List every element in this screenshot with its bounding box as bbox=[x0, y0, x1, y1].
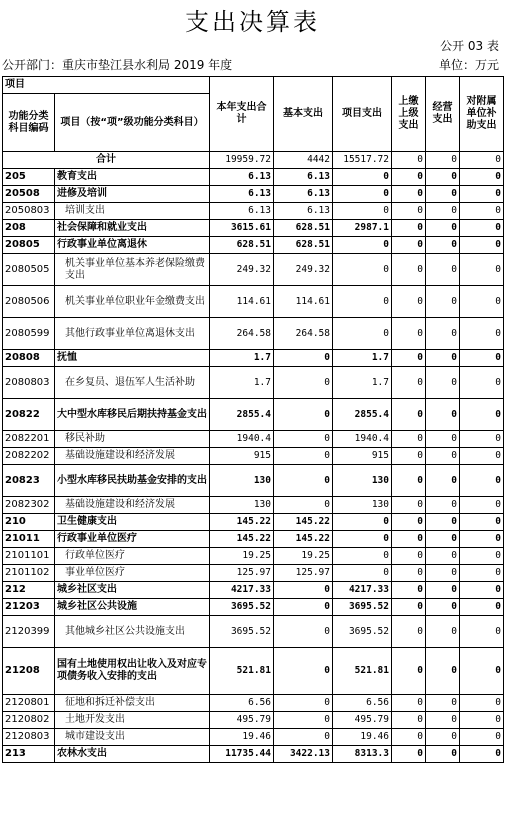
row-code: 2082302 bbox=[3, 497, 55, 514]
row-value: 0 bbox=[426, 220, 460, 237]
header-upper: 上缴上级支出 bbox=[392, 77, 426, 152]
row-value: 8313.3 bbox=[333, 746, 392, 763]
row-value: 0 bbox=[460, 399, 504, 431]
row-name: 大中型水库移民后期扶持基金支出 bbox=[55, 399, 210, 431]
row-value: 0 bbox=[460, 746, 504, 763]
row-value: 0 bbox=[333, 203, 392, 220]
row-value: 521.81 bbox=[333, 648, 392, 695]
row-value: 0 bbox=[460, 465, 504, 497]
row-value: 0 bbox=[460, 286, 504, 318]
row-value: 0 bbox=[274, 648, 333, 695]
row-code: 213 bbox=[3, 746, 55, 763]
row-value: 0 bbox=[426, 286, 460, 318]
row-value: 114.61 bbox=[274, 286, 333, 318]
row-value: 0 bbox=[426, 465, 460, 497]
row-value: 0 bbox=[460, 531, 504, 548]
row-name: 行政事业单位医疗 bbox=[55, 531, 210, 548]
row-value: 0 bbox=[333, 565, 392, 582]
row-value: 628.51 bbox=[274, 220, 333, 237]
row-value: 2855.4 bbox=[210, 399, 274, 431]
row-name: 卫生健康支出 bbox=[55, 514, 210, 531]
row-value: 0 bbox=[274, 729, 333, 746]
row-value: 915 bbox=[210, 448, 274, 465]
table-row bbox=[3, 531, 504, 548]
total-row bbox=[3, 152, 504, 169]
total-cell: 0 bbox=[460, 152, 504, 169]
row-value: 0 bbox=[426, 548, 460, 565]
row-value: 3695.52 bbox=[333, 599, 392, 616]
row-value: 4217.33 bbox=[210, 582, 274, 599]
row-code: 212 bbox=[3, 582, 55, 599]
row-value: 628.51 bbox=[210, 237, 274, 254]
row-value: 19.25 bbox=[210, 548, 274, 565]
row-value: 0 bbox=[460, 431, 504, 448]
header-business: 经营支出 bbox=[426, 77, 460, 152]
row-value: 130 bbox=[333, 497, 392, 514]
row-value: 521.81 bbox=[210, 648, 274, 695]
table-row bbox=[3, 350, 504, 367]
row-value: 0 bbox=[333, 237, 392, 254]
row-value: 0 bbox=[392, 712, 426, 729]
total-cell: 0 bbox=[426, 152, 460, 169]
table-row bbox=[3, 695, 504, 712]
row-value: 0 bbox=[426, 448, 460, 465]
row-value: 1940.4 bbox=[333, 431, 392, 448]
row-value: 0 bbox=[426, 254, 460, 286]
row-value: 0 bbox=[392, 746, 426, 763]
row-value: 0 bbox=[426, 186, 460, 203]
row-code: 21203 bbox=[3, 599, 55, 616]
row-value: 6.13 bbox=[210, 186, 274, 203]
table-row bbox=[3, 318, 504, 350]
row-value: 6.56 bbox=[210, 695, 274, 712]
row-value: 0 bbox=[460, 616, 504, 648]
table-row bbox=[3, 431, 504, 448]
row-value: 0 bbox=[460, 169, 504, 186]
row-value: 0 bbox=[460, 712, 504, 729]
row-value: 6.13 bbox=[274, 169, 333, 186]
row-value: 0 bbox=[426, 318, 460, 350]
row-value: 0 bbox=[392, 318, 426, 350]
row-value: 0 bbox=[392, 203, 426, 220]
header-project: 项目支出 bbox=[333, 77, 392, 152]
table-row bbox=[3, 169, 504, 186]
table-row bbox=[3, 448, 504, 465]
row-value: 0 bbox=[274, 350, 333, 367]
row-code: 2082201 bbox=[3, 431, 55, 448]
row-value: 0 bbox=[392, 514, 426, 531]
row-value: 0 bbox=[333, 318, 392, 350]
row-name: 农林水支出 bbox=[55, 746, 210, 763]
row-value: 145.22 bbox=[274, 514, 333, 531]
row-name: 其他行政事业单位离退休支出 bbox=[55, 318, 210, 350]
row-name: 在乡复员、退伍军人生活补助 bbox=[55, 367, 210, 399]
row-value: 0 bbox=[460, 203, 504, 220]
row-name: 城市建设支出 bbox=[55, 729, 210, 746]
row-value: 0 bbox=[426, 729, 460, 746]
row-value: 19.46 bbox=[210, 729, 274, 746]
row-value: 0 bbox=[274, 582, 333, 599]
row-value: 0 bbox=[392, 367, 426, 399]
department-label: 公开部门：重庆市垫江县水利局 2019 年度 bbox=[2, 58, 233, 72]
row-name: 机关事业单位职业年金缴费支出 bbox=[55, 286, 210, 318]
row-value: 0 bbox=[274, 465, 333, 497]
row-value: 0 bbox=[426, 695, 460, 712]
total-cell: 15517.72 bbox=[333, 152, 392, 169]
row-value: 0 bbox=[274, 497, 333, 514]
row-value: 0 bbox=[426, 203, 460, 220]
header-basic: 基本支出 bbox=[274, 77, 333, 152]
row-value: 0 bbox=[392, 254, 426, 286]
row-code: 20823 bbox=[3, 465, 55, 497]
table-row bbox=[3, 746, 504, 763]
row-value: 0 bbox=[333, 254, 392, 286]
row-code: 2101102 bbox=[3, 565, 55, 582]
row-code: 20808 bbox=[3, 350, 55, 367]
row-value: 3615.61 bbox=[210, 220, 274, 237]
row-value: 0 bbox=[460, 514, 504, 531]
table-row bbox=[3, 582, 504, 599]
row-code: 2080599 bbox=[3, 318, 55, 350]
row-value: 0 bbox=[392, 582, 426, 599]
row-name: 抚恤 bbox=[55, 350, 210, 367]
row-value: 628.51 bbox=[274, 237, 333, 254]
row-value: 4217.33 bbox=[333, 582, 392, 599]
table-row bbox=[3, 367, 504, 399]
row-code: 205 bbox=[3, 169, 55, 186]
row-value: 0 bbox=[392, 186, 426, 203]
table-row bbox=[3, 254, 504, 286]
row-value: 0 bbox=[274, 399, 333, 431]
row-value: 19.46 bbox=[333, 729, 392, 746]
row-value: 1.7 bbox=[210, 367, 274, 399]
table-row bbox=[3, 565, 504, 582]
row-name: 征地和拆迁补偿支出 bbox=[55, 695, 210, 712]
table-row bbox=[3, 465, 504, 497]
row-value: 19.25 bbox=[274, 548, 333, 565]
row-value: 0 bbox=[274, 616, 333, 648]
table-row bbox=[3, 548, 504, 565]
row-value: 114.61 bbox=[210, 286, 274, 318]
row-code: 21208 bbox=[3, 648, 55, 695]
header-code: 功能分类科目编码 bbox=[3, 94, 55, 152]
row-value: 0 bbox=[333, 169, 392, 186]
table-row bbox=[3, 616, 504, 648]
row-code: 21011 bbox=[3, 531, 55, 548]
row-name: 土地开发支出 bbox=[55, 712, 210, 729]
row-value: 0 bbox=[392, 548, 426, 565]
table-row bbox=[3, 237, 504, 254]
row-value: 0 bbox=[460, 648, 504, 695]
row-value: 0 bbox=[392, 350, 426, 367]
row-value: 0 bbox=[392, 431, 426, 448]
row-name: 城乡社区支出 bbox=[55, 582, 210, 599]
row-value: 0 bbox=[426, 616, 460, 648]
row-value: 0 bbox=[426, 599, 460, 616]
row-value: 0 bbox=[274, 695, 333, 712]
row-name: 小型水库移民扶助基金安排的支出 bbox=[55, 465, 210, 497]
header-total: 本年支出合计 bbox=[210, 77, 274, 152]
row-value: 0 bbox=[460, 497, 504, 514]
row-value: 145.22 bbox=[210, 531, 274, 548]
row-value: 249.32 bbox=[210, 254, 274, 286]
table-row bbox=[3, 648, 504, 695]
row-value: 0 bbox=[460, 695, 504, 712]
table-row bbox=[3, 220, 504, 237]
row-code: 2080506 bbox=[3, 286, 55, 318]
row-value: 1.7 bbox=[333, 350, 392, 367]
row-value: 0 bbox=[274, 712, 333, 729]
row-value: 0 bbox=[460, 599, 504, 616]
row-value: 0 bbox=[460, 729, 504, 746]
row-value: 0 bbox=[392, 465, 426, 497]
header-name: 项目（按“项”级功能分类科目） bbox=[55, 94, 210, 152]
row-code: 2120399 bbox=[3, 616, 55, 648]
row-value: 0 bbox=[392, 565, 426, 582]
row-code: 2120802 bbox=[3, 712, 55, 729]
row-value: 0 bbox=[426, 237, 460, 254]
row-value: 0 bbox=[426, 399, 460, 431]
expenditure-table bbox=[2, 76, 504, 763]
table-number: 公开 03 表 bbox=[440, 39, 499, 53]
row-value: 0 bbox=[392, 286, 426, 318]
row-value: 6.13 bbox=[274, 186, 333, 203]
row-name: 机关事业单位基本养老保险缴费支出 bbox=[55, 254, 210, 286]
row-value: 0 bbox=[426, 582, 460, 599]
row-value: 3422.13 bbox=[274, 746, 333, 763]
table-row bbox=[3, 514, 504, 531]
row-code: 2080505 bbox=[3, 254, 55, 286]
row-value: 0 bbox=[333, 531, 392, 548]
row-value: 0 bbox=[392, 237, 426, 254]
table-row bbox=[3, 729, 504, 746]
row-name: 教育支出 bbox=[55, 169, 210, 186]
row-value: 130 bbox=[333, 465, 392, 497]
row-value: 0 bbox=[392, 531, 426, 548]
row-value: 125.97 bbox=[274, 565, 333, 582]
row-value: 0 bbox=[274, 599, 333, 616]
row-value: 2987.1 bbox=[333, 220, 392, 237]
row-value: 0 bbox=[426, 565, 460, 582]
row-value: 0 bbox=[392, 448, 426, 465]
row-code: 2120803 bbox=[3, 729, 55, 746]
row-value: 0 bbox=[426, 367, 460, 399]
row-value: 0 bbox=[274, 448, 333, 465]
row-name: 其他城乡社区公共设施支出 bbox=[55, 616, 210, 648]
row-value: 6.13 bbox=[210, 203, 274, 220]
row-value: 0 bbox=[333, 514, 392, 531]
row-code: 20508 bbox=[3, 186, 55, 203]
row-code: 208 bbox=[3, 220, 55, 237]
row-code: 2082202 bbox=[3, 448, 55, 465]
row-value: 0 bbox=[460, 318, 504, 350]
row-value: 0 bbox=[426, 431, 460, 448]
row-value: 0 bbox=[460, 350, 504, 367]
row-code: 2080803 bbox=[3, 367, 55, 399]
row-value: 0 bbox=[426, 746, 460, 763]
row-value: 0 bbox=[392, 497, 426, 514]
row-value: 0 bbox=[426, 497, 460, 514]
row-value: 0 bbox=[392, 399, 426, 431]
row-value: 0 bbox=[392, 648, 426, 695]
row-value: 0 bbox=[333, 286, 392, 318]
row-value: 0 bbox=[274, 367, 333, 399]
row-code: 2050803 bbox=[3, 203, 55, 220]
row-value: 3695.52 bbox=[210, 616, 274, 648]
row-value: 0 bbox=[460, 237, 504, 254]
row-value: 0 bbox=[426, 712, 460, 729]
row-value: 0 bbox=[460, 220, 504, 237]
dept-line bbox=[2, 57, 503, 73]
unit-label: 单位：万元 bbox=[438, 58, 499, 72]
table-row bbox=[3, 399, 504, 431]
row-name: 基础设施建设和经济发展 bbox=[55, 497, 210, 514]
row-value: 3695.52 bbox=[210, 599, 274, 616]
row-value: 0 bbox=[392, 616, 426, 648]
row-value: 145.22 bbox=[274, 531, 333, 548]
row-name: 基础设施建设和经济发展 bbox=[55, 448, 210, 465]
row-value: 6.56 bbox=[333, 695, 392, 712]
header-item: 项目 bbox=[3, 77, 210, 94]
table-row bbox=[3, 186, 504, 203]
row-name: 行政单位医疗 bbox=[55, 548, 210, 565]
row-value: 0 bbox=[460, 548, 504, 565]
row-value: 130 bbox=[210, 465, 274, 497]
row-name: 城乡社区公共设施 bbox=[55, 599, 210, 616]
row-code: 210 bbox=[3, 514, 55, 531]
row-name: 培训支出 bbox=[55, 203, 210, 220]
table-row bbox=[3, 203, 504, 220]
row-name: 社会保障和就业支出 bbox=[55, 220, 210, 237]
table-row bbox=[3, 712, 504, 729]
total-cell: 4442 bbox=[274, 152, 333, 169]
row-value: 0 bbox=[426, 531, 460, 548]
row-name: 国有土地使用权出让收入及对应专项债务收入安排的支出 bbox=[55, 648, 210, 695]
total-cell: 0 bbox=[392, 152, 426, 169]
row-name: 移民补助 bbox=[55, 431, 210, 448]
row-value: 0 bbox=[460, 565, 504, 582]
total-cell: 19959.72 bbox=[210, 152, 274, 169]
row-value: 1.7 bbox=[210, 350, 274, 367]
row-value: 0 bbox=[392, 169, 426, 186]
row-value: 2855.4 bbox=[333, 399, 392, 431]
row-value: 1.7 bbox=[333, 367, 392, 399]
row-value: 6.13 bbox=[210, 169, 274, 186]
page-title: 支出决算表 bbox=[185, 8, 320, 36]
row-value: 495.79 bbox=[210, 712, 274, 729]
row-value: 0 bbox=[426, 350, 460, 367]
row-code: 20805 bbox=[3, 237, 55, 254]
row-name: 行政事业单位离退休 bbox=[55, 237, 210, 254]
row-value: 0 bbox=[333, 186, 392, 203]
row-value: 3695.52 bbox=[333, 616, 392, 648]
row-value: 0 bbox=[460, 582, 504, 599]
row-value: 0 bbox=[426, 648, 460, 695]
row-value: 264.58 bbox=[210, 318, 274, 350]
row-code: 2120801 bbox=[3, 695, 55, 712]
row-value: 0 bbox=[460, 367, 504, 399]
table-row bbox=[3, 286, 504, 318]
row-value: 0 bbox=[460, 254, 504, 286]
row-code: 20822 bbox=[3, 399, 55, 431]
row-name: 进修及培训 bbox=[55, 186, 210, 203]
row-value: 0 bbox=[392, 695, 426, 712]
row-value: 125.97 bbox=[210, 565, 274, 582]
row-value: 6.13 bbox=[274, 203, 333, 220]
row-value: 0 bbox=[392, 599, 426, 616]
row-code: 2101101 bbox=[3, 548, 55, 565]
row-value: 915 bbox=[333, 448, 392, 465]
header-subsidiary: 对附属单位补助支出 bbox=[460, 77, 504, 152]
total-label: 合计 bbox=[3, 152, 210, 169]
row-value: 249.32 bbox=[274, 254, 333, 286]
row-value: 0 bbox=[333, 548, 392, 565]
row-value: 264.58 bbox=[274, 318, 333, 350]
row-value: 0 bbox=[274, 431, 333, 448]
row-value: 0 bbox=[460, 186, 504, 203]
row-value: 11735.44 bbox=[210, 746, 274, 763]
table-row bbox=[3, 599, 504, 616]
row-value: 130 bbox=[210, 497, 274, 514]
row-value: 0 bbox=[426, 514, 460, 531]
row-value: 0 bbox=[460, 448, 504, 465]
row-value: 145.22 bbox=[210, 514, 274, 531]
row-value: 0 bbox=[392, 729, 426, 746]
row-value: 495.79 bbox=[333, 712, 392, 729]
row-value: 0 bbox=[426, 169, 460, 186]
row-value: 1940.4 bbox=[210, 431, 274, 448]
table-row bbox=[3, 497, 504, 514]
row-name: 事业单位医疗 bbox=[55, 565, 210, 582]
row-value: 0 bbox=[392, 220, 426, 237]
